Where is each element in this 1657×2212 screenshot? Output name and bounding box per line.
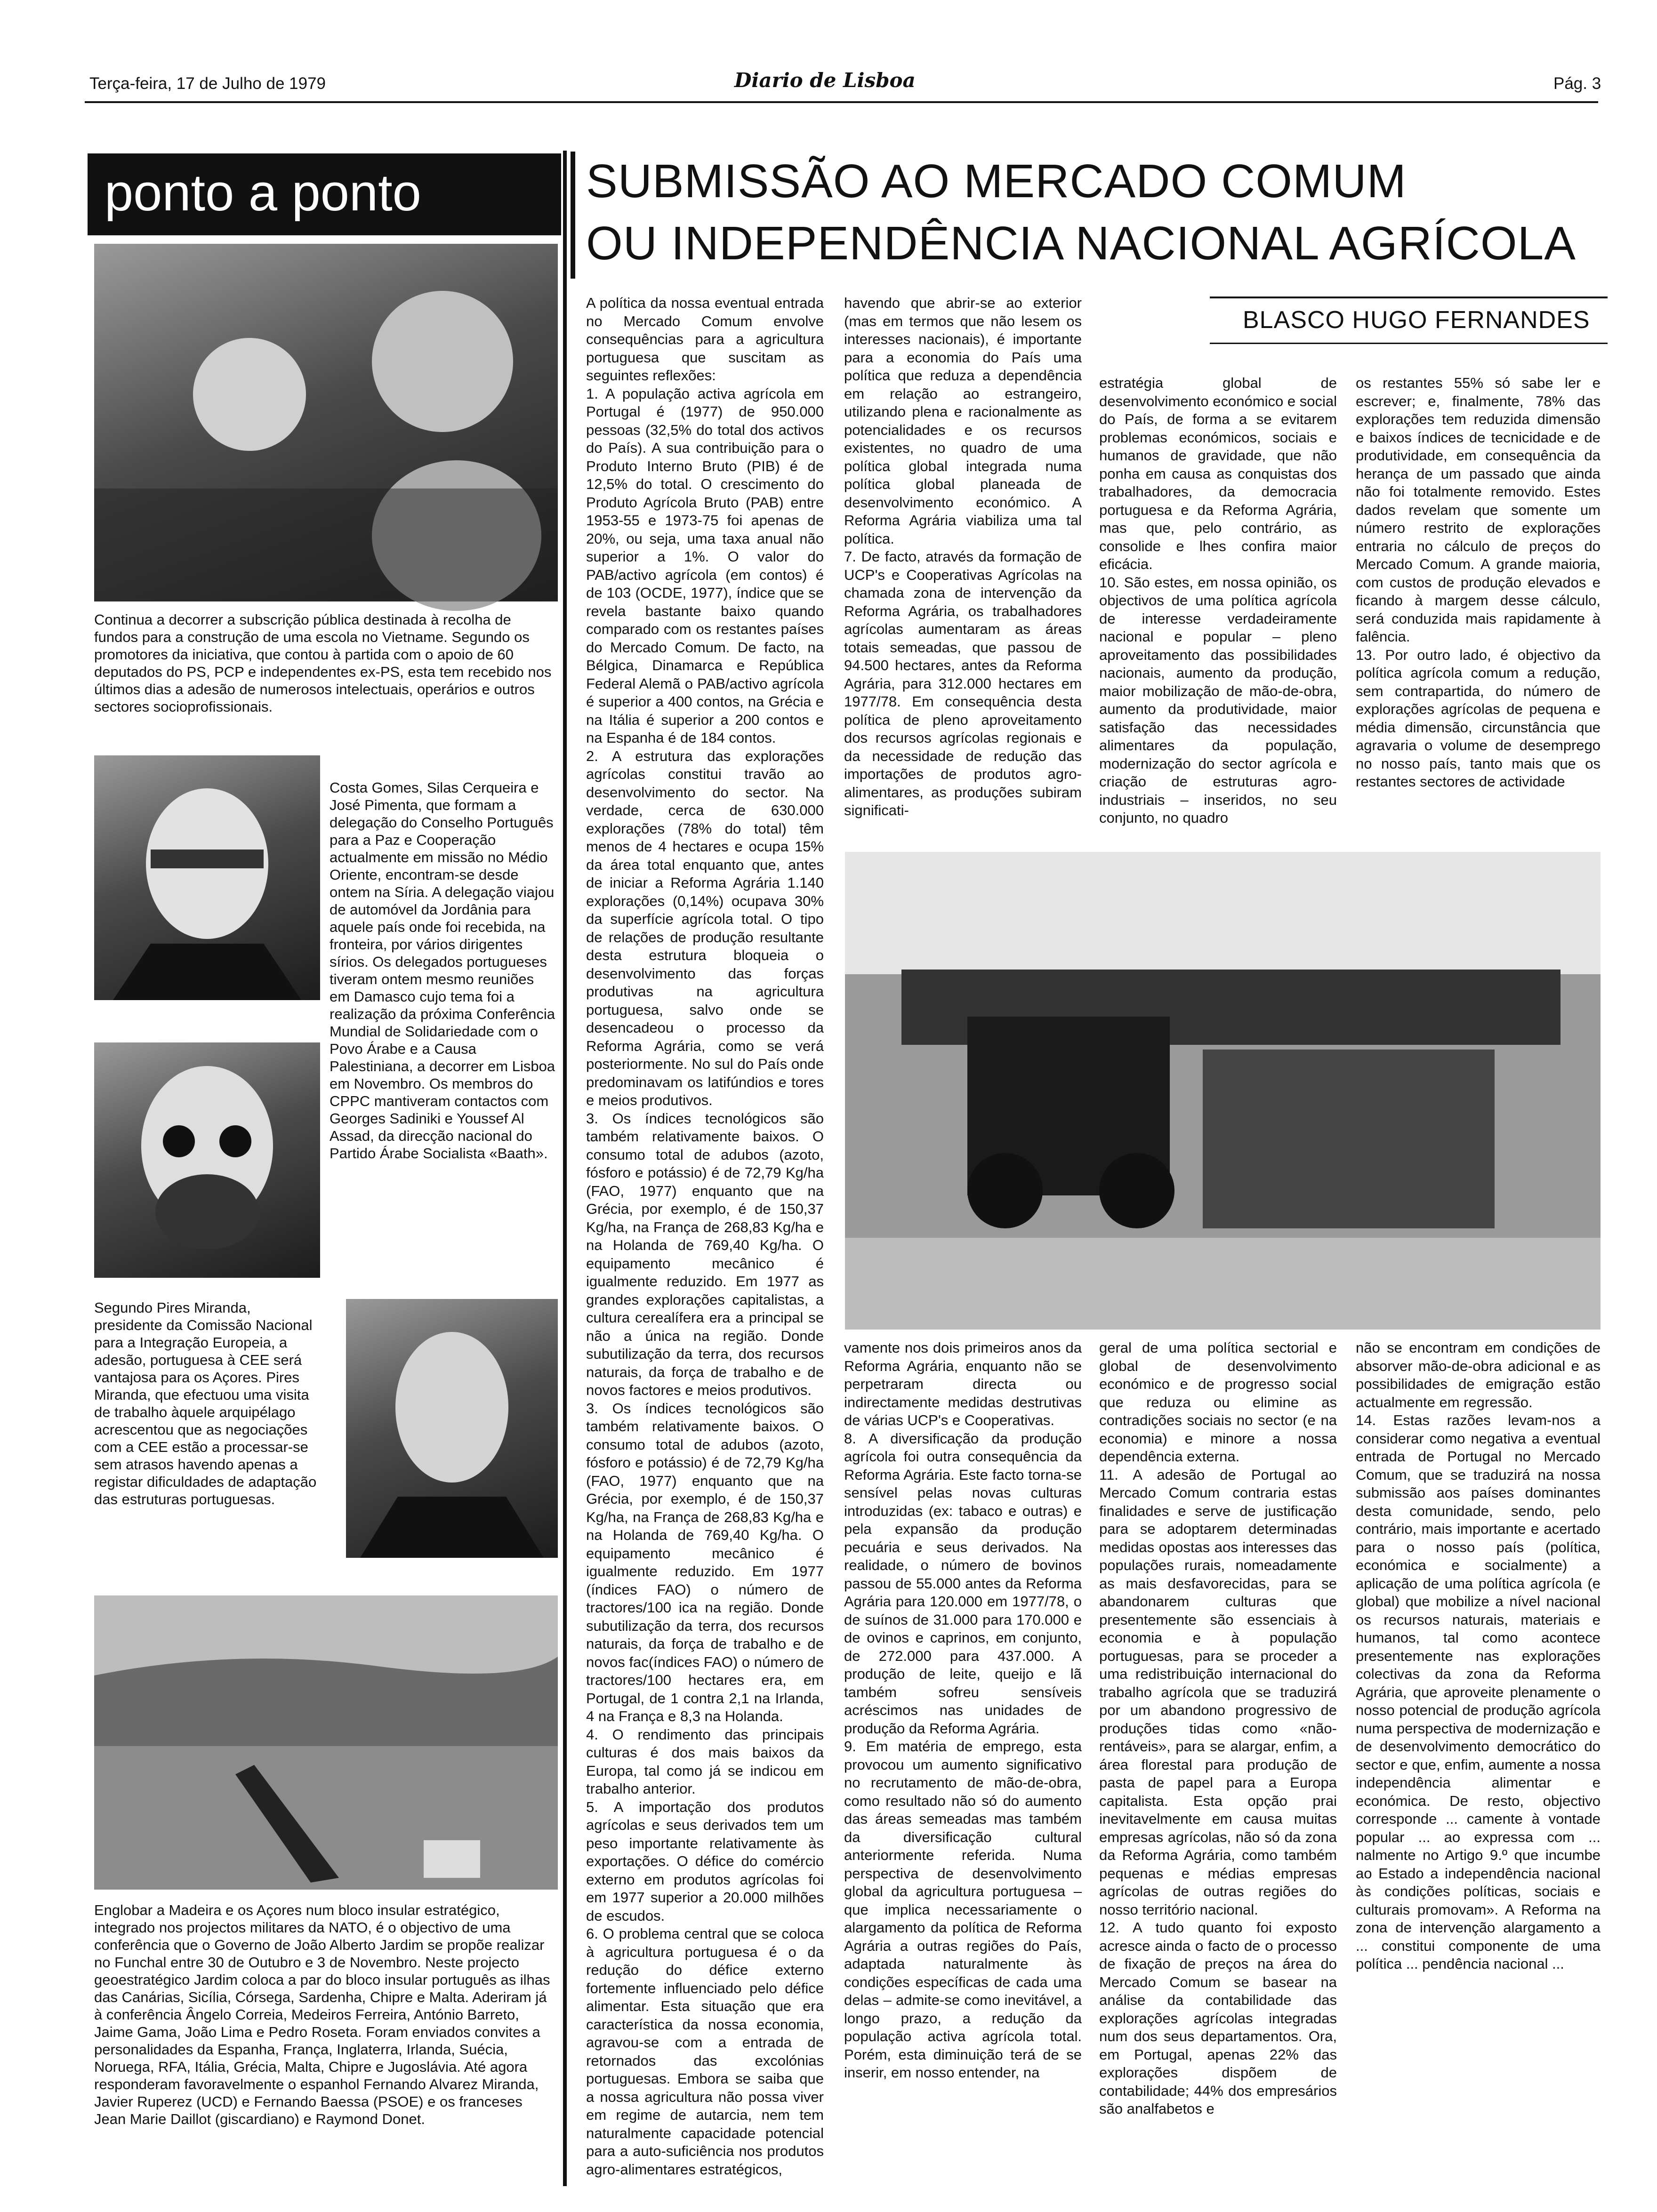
newspaper-title: Diario de Lisboa bbox=[734, 69, 916, 92]
portrait-man-glasses bbox=[94, 755, 320, 1000]
article-column-4: os restantes 55% só sabe ler e escrever; e, finalmente, 78% das explorações tem reduzida dimensão e baixos índices de tecnicidade e de produtividade, em consequência da herança de um passado que ainda não foi totalmente removido. Estes dados revelam que somente um número restrito de explorações entraria no cálculo de preços do Mercado Comum. A grande maioria, com custos de produção elevados e ficando à margem desse cálculo, será conduzida mais rapidamente à falência. 13. Por outro lado, é objectivo da política agrícola comum a redução, sem contrapartida, do número de explorações agrícolas de pequena e média dimensão, circunstância que agravaria o volume de desemprego no nosso país, tanto mais que os restantes sectores de actividade bbox=[1356, 375, 1601, 790]
article-title-line1: SUBMISSÃO AO MERCADO COMUM bbox=[586, 155, 1407, 208]
tractors-crowd-photo bbox=[845, 852, 1601, 1330]
sidebar-item-pires-miranda: Segundo Pires Miranda, presidente da Comissão Nacional para a Integração Europeia, a adesão, portuguesa à CEE será vantajosa para os Açores. Pires Miranda, que efectuou uma visita de trabalho àquele arquipélago acrescentou que as negociações com a CEE estão a processar-se sem atrasos havendo apenas a registar dificuldades de adaptação das estruturas portuguesas. bbox=[94, 1299, 317, 1507]
article-column-7: não se encontram em condições de absorver mão-de-obra adicional e as possibilidades de emigração estão actualmente em regressão. 14. Estas razões levam-nos a considerar como negativa a eventual entrada de Portugal no Mercado Comum, que se traduzirá na nossa submissão aos países dominantes desta comunidade, sendo, pelo contrário, mais importante e acertado para o nosso país (política, económica e socialmente) a aplicação de uma política agrícola (e global) que mobilize a nível nacional os recursos naturais, materiais e humanos, tal como acontece presentemente nas explorações colectivas da zona da Reforma Agrária, que aproveite plenamente o nosso potencial de produção agrícola numa perspectiva de modernização e de desenvolvimento democrático do sector e que, enfim, aumente a nossa independência alimentar e económica. De resto, objectivo corresponde ... camente à vontade popular ... ao expressa com ... nalmente no Artigo 9.º que incumbe ao Estado a independência nacional às condições políticas, sociais e culturais promovam». A Reforma na zona de intervenção alargamento a ... constitui componente de uma política ... pendência nacional ... bbox=[1356, 1339, 1601, 1972]
article-column-5: vamente nos dois primeiros anos da Reforma Agrária, enquanto não se perpetraram directa ou indirectamente medidas destrutivas de várias UCP's e Cooperativas. 8. A diversificação da produção agrícola foi outra consequência da Reforma Agrária. Este facto torna-se sensível pelas novas culturas introduzidas (ex: tabaco e outras) e pela expansão da produção pecuária e seus derivados. Na realidade, o número de bovinos passou de 55.000 antes da Reforma Agrária para 120.000 em 1977/78, o de suínos de 31.000 para 170.000 e de ovinos e caprinos, em conjunto, de 272.000 para 437.000. A produção de leite, queijo e lã também sofreu sensíveis acréscimos nas unidades de produção da Reforma Agrária. 9. Em matéria de emprego, esta provocou um aumento significativo no recrutamento de mão-de-obra, como resultado não só do aumento das áreas semeadas mas também da diversificação cultural anteriormente referida. Numa perspectiva de desenvolvimento global da agricultura portuguesa – que implica necessariamente o alargamento da política de Reforma Agrária a outras regiões do País, adaptada naturalmente às condições específicas de cada uma delas – admite-se como inevitável, a longo prazo, a redução da população activa agrícola total. Porém, esta diminuição terá de se inserir, em nosso entender, na bbox=[844, 1339, 1082, 2081]
masthead bbox=[0, 66, 1657, 99]
masthead-rule bbox=[85, 101, 1598, 103]
sidebar-heading-box bbox=[88, 153, 561, 235]
portrait-man-bearded bbox=[94, 1042, 320, 1278]
article-author: BLASCO HUGO FERNANDES bbox=[1243, 306, 1590, 334]
article-column-3: estratégia global de desenvolvimento económico e social do País, de forma a se evitarem problemas económicos, sociais e humanos de gravidade, que não ponha em causa as conquistas dos trabalhadores, da democracia portuguesa e da Reforma Agrária, mas que, pelo contrário, as consolide e lhes confira maior eficácia. 10. São estes, em nossa opinião, os objectivos de uma política agrícola de interesse verdadeiramente nacional e popular – pleno aproveitamento das possibilidades nacionais, aumento da produção, maior mobilização de mão-de-obra, aumento da produtividade, maior satisfação das necessidades alimentares da população, modernização do sector agrícola e criação de estruturas agro-industriais – inseridos, no seu conjunto, no quadro bbox=[1099, 375, 1337, 826]
issue-date: Terça-feira, 17 de Julho de 1979 bbox=[89, 74, 326, 93]
sidebar-item-vietnam-school: Continua a decorrer a subscrição pública destinada à recolha de fundos para a construção de uma escola no Vietname. Segundo os promotores da iniciativa, que contou à partida com o apoio de 60 deputados do PS, PCP e independentes ex-PS, esta tem recebido nos últimos dias a adesão de numerosos intelectuais, operários e outros sectores socioprofissionais. bbox=[94, 611, 552, 715]
page-number: Pág. 3 bbox=[1553, 74, 1601, 93]
article-column-6: geral de uma política sectorial e global de desenvolvimento económico e de progresso social que reduza ou elimine as contradições sociais no sector (e na economia) e minore a nossa dependência externa. 11. A adesão de Portugal ao Mercado Comum contraria estas finalidades e serve de justificação para se adoptarem determinadas medidas opostas aos interesses das populações rurais, nomeadamente as mais desfavorecidas, para se abandonarem culturas que presentemente são essenciais à economia e à população portuguesas, para se proceder a uma redistribuição internacional do trabalho agrícola que se traduzirá por um abandono progressivo de produções tidas como «não-rentáveis», para se alargar, enfim, a área florestal para produção de pasta de papel para a Europa capitalista. Esta opção prai inevitavelmente em causa muitas empresas agrícolas, não só da zona da Reforma Agrária, como também pequenas e médias empresas agrícolas de outras regiões do nosso território nacional. 12. A tudo quanto foi exposto acresce ainda o facto de o processo de fixação de preços na área do Mercado Comum se basear na análise da contabilidade das explorações agrícolas integradas num dos seus departamentos. Ora, em Portugal, apenas 22% das explorações dispõem de contabilidade; 44% dos empresários são analfabetos e bbox=[1099, 1339, 1337, 2117]
sidebar-item-atlantic-conference: Englobar a Madeira e os Açores num bloco insular estratégico, integrado nos projectos militares da NATO, é o objectivo de uma conferência que o Governo de João Alberto Jardim se propõe realizar no Funchal entre 30 de Outubro e 3 de Novembro. Neste projecto geoestratégico Jardim coloca a par do bloco insular português as ilhas das Canárias, Sicília, Córsega, Sardenha, Chipre e Malta. Aderiram já à conferência Ângelo Correia, Medeiros Ferreira, António Barreto, Jaime Gama, João Lima e Pedro Roseta. Foram enviados convites a personalidades da Espanha, França, Inglaterra, Irlanda, Suécia, Noruega, RFA, Itália, Grécia, Malta, Chipre e Jugoslávia. Até agora responderam favoravelmente o espanhol Fernando Alvarez Miranda, Javier Ruperez (UCD) e Fernando Baessa (PSOE) e os franceses Jean Marie Daillot (giscardiano) e Raymond Donet. bbox=[94, 1902, 550, 2127]
author-rule-top bbox=[1210, 297, 1608, 298]
article-title-bar bbox=[571, 152, 575, 279]
sidebar-item-cppc-delegation: Costa Gomes, Silas Cerqueira e José Pimenta, que formam a delegação do Conselho Português para a Paz e Cooperação actualmente em missão no Médio Oriente, encontram-se desde ontem na Síria. A delegação viajou de automóvel da Jordânia para aquele país onde foi recebida, na fronteira, por vários dirigentes sírios. Os delegados portugueses tiveram ontem mesmo reuniões em Damasco cujo tema foi a realização da próxima Conferência Mundial de Solidariedade com o Povo Árabe e a Causa Palestiniana, a decorrer em Lisboa em Novembro. Os membros do CPPC mantiveram contactos com Georges Sadiniki e Youssef Al Assad, da direcção nacional do Partido Árabe Socialista «Baath». bbox=[330, 779, 555, 1162]
harbor-photo bbox=[94, 1595, 558, 1890]
sidebar-heading: ponto a ponto bbox=[105, 164, 421, 222]
children-photo bbox=[94, 244, 558, 601]
portrait-pires-miranda bbox=[346, 1299, 558, 1558]
article-column-2: havendo que abrir-se ao exterior (mas em termos que não lesem os interesses nacionais), é importante para a economia do País uma política que reduza a dependência em relação ao estrangeiro, utilizando plena e racionalmente as potencialidades e os recursos existentes, no quadro de uma política global integrada numa política global planeada de desenvolvimento económico. A Reforma Agrária viabiliza uma tal política. 7. De facto, através da formação de UCP's e Cooperativas Agrícolas na chamada zona de intervenção da Reforma Agrária, os trabalhadores agrícolas aumentaram as áreas totais semeadas, que passou de 94.500 hectares, antes da Reforma Agrária, para 312.000 hectares em 1977/78. Em consequência desta política de pleno aproveitamento dos recursos agrícolas regionais e da necessidade de redução das importações de produtos agro-alimentares, as produções subiram significati- bbox=[844, 295, 1082, 818]
article-column-1: A política da nossa eventual entrada no Mercado Comum envolve consequências para a agricultura portuguesa que suscitam as seguintes reflexões: 1. A população activa agrícola em Portugal é (1977) de 950.000 pessoas (32,5% do total dos activos do País). A sua contribuição para o Produto Interno Bruto (PIB) é de 12,5% do total. O crescimento do Produto Agrícola Bruto (PAB) entre 1953-55 e 1973-75 foi apenas de 20%, ou seja, uma taxa anual não superior a 1%. O valor do PAB/activo agrícola (em contos) é de 103 (OCDE, 1977), índice que se revela bastante baixo quando comparado com os restantes países do Mercado Comum. De facto, na Bélgica, Dinamarca e República Federal Alemã o PAB/activo agrícola é superior a 400 contos, na Grécia e na Itália é superior a 200 contos e na Espanha é de 184 contos. 2. A estrutura das explorações agrícolas constitui travão ao desenvolvimento do sector. Na verdade, cerca de 630.000 explorações (78% do total) têm menos de 4 hectares e ocupa 15% da área total enquanto que, antes de iniciar a Reforma Agrária 1.140 explorações (0,14%) ocupava 30% da superfície agrícola total. O tipo de relações de produção resultante desta estrutura bloqueia o desenvolvimento das forças produtivas na agricultura portuguesa, salvo onde se desencadeou o processo da Reforma Agrária, como se verá posteriormente. No sul do País onde predominavam os latifúndios e tores e meios produtivos. 3. Os índices tecnológicos são também relativamente baixos. O consumo total de adubos (azoto, fósforo e potássio) é de 72,79 Kg/ha (FAO, 1977) enquanto que na Grécia, por exemplo, é de 150,37 Kg/ha, na França de 268,83 Kg/ha e na Holanda de 769,40 Kg/ha. O equipamento mecânico é igualmente reduzido. Em 1977 as grandes explorações capitalistas, a cultura cerealífera era a principal se não a única na região. Donde subutilização da terra, dos recursos naturais, da força de trabalho e de novos factores e meios produtivos. 3. Os índices tecnológicos são também relativamente baixos. O consumo total de adubos (azoto, fósforo e potássio) é de 72,79 Kg/ha (FAO, 1977) enquanto que na Grécia, por exemplo, é de 150,37 Kg/ha, na França de 268,83 Kg/ha e na Holanda de 769,40 Kg/ha. O equipamento mecânico é igualmente reduzido. Em 1977 (índices FAO) o número de tractores/100 ica na região. Donde subutilização da terra, dos recursos naturais, da força de trabalho e de novos fac(índices FAO) o número de tractores/100 hectares era, em Portugal, de 1 contra 2,1 na Irlanda, 4 na França e 8,3 na Holanda. 4. O rendimento das principais culturas é dos mais baixos da Europa, tal como já se indicou em trabalho anterior. 5. A importação dos produtos agrícolas e seus derivados tem um peso importante relativamente às exportações. O défice do comércio externo em produtos agrícolas foi em 1977 superior a 20.000 milhões de escudos. 6. O problema central que se coloca à agricultura portuguesa é o da redução do défice externo fortemente influenciado pelo défice alimentar. Esta situação que era característica da nossa economia, agravou-se com a entrada de retornados das excolónias portuguesas. Embora se saiba que a nossa agricultura não possa viver em regime de autarcia, nem tem naturalmente capacidade potencial para a auto-suficiência nos produtos agro-alimentares estratégicos, bbox=[586, 295, 824, 2178]
article-title-line2: OU INDEPENDÊNCIA NACIONAL AGRÍCOLA bbox=[586, 217, 1576, 270]
author-rule-bottom bbox=[1210, 343, 1608, 344]
